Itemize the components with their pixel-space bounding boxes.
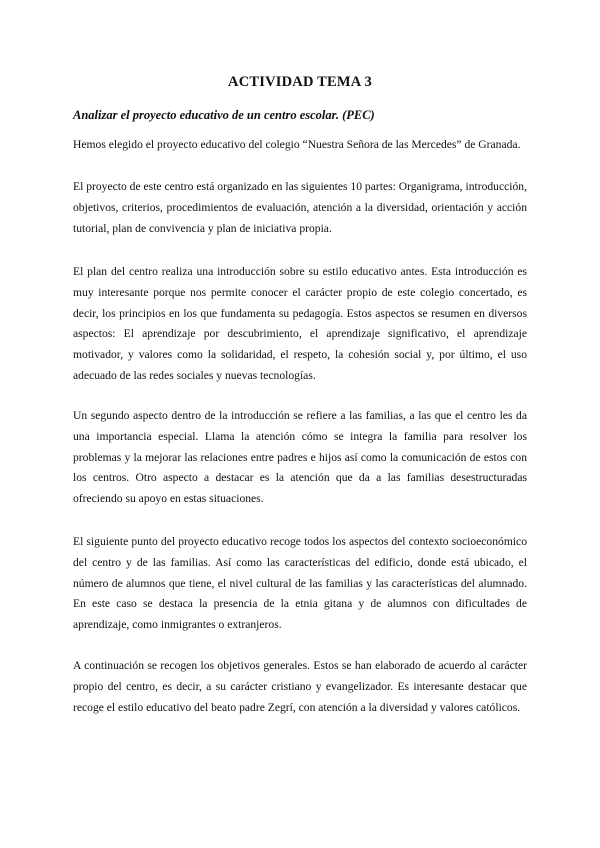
paragraph-introduction: El plan del centro realiza una introducción sobre su estilo educativo antes. Esta introducción es muy interesante porque nos permite conocer el carácter propio de este colegio concertado, es decir, los principios en los que fundamenta su pedagogía. Estos aspectos se resumen en diversos aspectos: El aprendizaje por descubrimiento, el aprendizaje significativo, el aprendizaje motivador, y valores como la solidaridad, el respeto, la cohesión social y, por último, el uso adecuado de las redes sociales y nuevas tecnologías. <box>73 265 527 382</box>
paragraph-families: Un segundo aspecto dentro de la introducción se refiere a las familias, a las que el centro les da una importancia especial. Llama la atención cómo se integra la familia para resolver los problemas y la mejorar las relaciones entre padres e hijos así como la comunicación de estos con los centros. Otro aspecto a destacar es la atención que da a las familias desestructuradas ofreciendo su apoyo en estas situaciones. <box>73 409 527 506</box>
paragraph-context: El siguiente punto del proyecto educativo recoge todos los aspectos del contexto socioeconómico del centro y de las familias. Así como las características del edificio, donde está ubicado, el número de alumnos que tiene, el nivel cultural de las familias y las características del alumnado. En este caso se destaca la presencia de la etnia gitana y de alumnos con dificultades de aprendizaje, como inmigrantes o extranjeros. <box>73 535 527 632</box>
paragraph-intro: Hemos elegido el proyecto educativo del colegio “Nuestra Señora de las Mercedes” de Granada. <box>73 138 521 151</box>
paragraph-structure: El proyecto de este centro está organizado en las siguientes 10 partes: Organigrama, introducción, objetivos, criterios, procedimientos de evaluación, atención a la diversidad, orientación y acción tutorial, plan de convivencia y plan de iniciativa propia. <box>73 180 527 235</box>
paragraph-objectives: A continuación se recogen los objetivos generales. Estos se han elaborado de acuerdo al carácter propio del centro, es decir, a su carácter cristiano y evangelizador. Es interesante destacar que recoge el estilo educativo del beato padre Zegrí, con atención a la diversidad y valores católicos. <box>73 659 527 714</box>
document-subtitle: Analizar el proyecto educativo de un centro escolar. (PEC) <box>73 108 375 122</box>
document-title: ACTIVIDAD TEMA 3 <box>228 74 372 90</box>
